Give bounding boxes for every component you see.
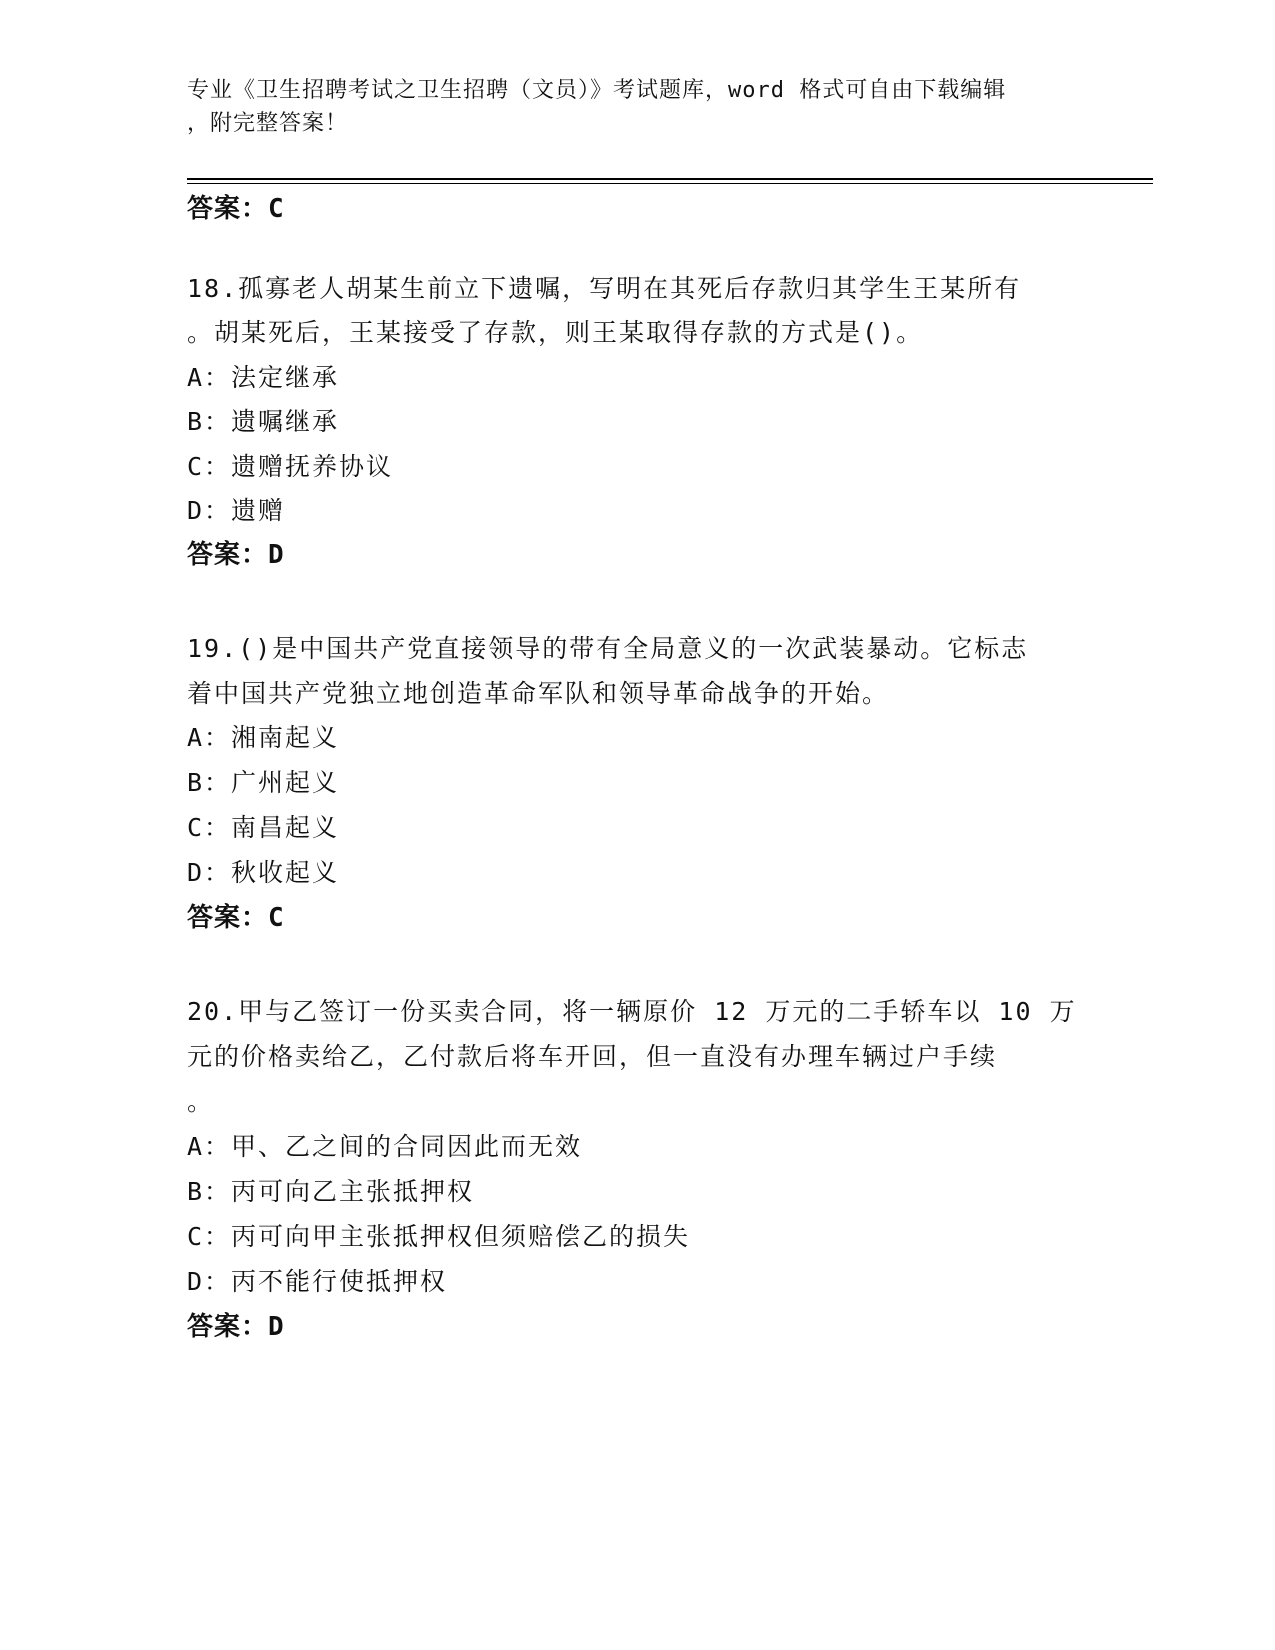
q19-option-c: C：南昌起义 <box>187 813 340 842</box>
q19-answer: 答案：C <box>187 903 285 933</box>
q20-option-b: B：丙可向乙主张抵押权 <box>187 1177 475 1206</box>
document-header <box>187 74 1067 140</box>
q18-option-c: C：遗赠抚养协议 <box>187 452 394 481</box>
q18-option-d: D：遗赠 <box>187 496 286 525</box>
q18-stem-line-1: 18.孤寡老人胡某生前立下遗嘱，写明在其死后存款归其学生王某所有 <box>187 274 1022 303</box>
q18-answer: 答案：D <box>187 540 285 570</box>
q20-option-c: C：丙可向甲主张抵押权但须赔偿乙的损失 <box>187 1222 691 1251</box>
q18-option-b: B：遗嘱继承 <box>187 407 340 436</box>
q20-option-d: D：丙不能行使抵押权 <box>187 1267 448 1296</box>
q18-option-a: A：法定继承 <box>187 363 340 392</box>
q19-stem-line-2: 着中国共产党独立地创造革命军队和领导革命战争的开始。 <box>187 679 890 708</box>
q20-stem-line-3: 。 <box>187 1087 215 1116</box>
q19-stem-line-1: 19.()是中国共产党直接领导的带有全局意义的一次武装暴动。它标志 <box>187 634 1029 663</box>
q20-answer: 答案：D <box>187 1312 285 1342</box>
q20-stem-line-1: 20.甲与乙签订一份买卖合同，将一辆原价 12 万元的二手轿车以 10 万 <box>187 997 1077 1026</box>
q19-option-b: B：广州起义 <box>187 768 340 797</box>
q20-option-a: A：甲、乙之间的合同因此而无效 <box>187 1132 583 1161</box>
header-divider-thin <box>187 183 1153 184</box>
answer-previous-question: 答案：C <box>187 194 285 224</box>
q19-option-a: A：湘南起义 <box>187 723 340 752</box>
q18-stem-line-2: 。胡某死后，王某接受了存款，则王某取得存款的方式是()。 <box>187 318 924 347</box>
header-line-2: ，附完整答案！ <box>187 111 349 136</box>
q20-stem-line-2: 元的价格卖给乙，乙付款后将车开回，但一直没有办理车辆过户手续 <box>187 1042 998 1071</box>
header-line-1: 专业《卫生招聘考试之卫生招聘（文员）》考试题库，word 格式可自由下载编辑 <box>187 78 1007 103</box>
q19-option-d: D：秋收起义 <box>187 858 340 887</box>
header-divider-thick <box>187 178 1153 180</box>
